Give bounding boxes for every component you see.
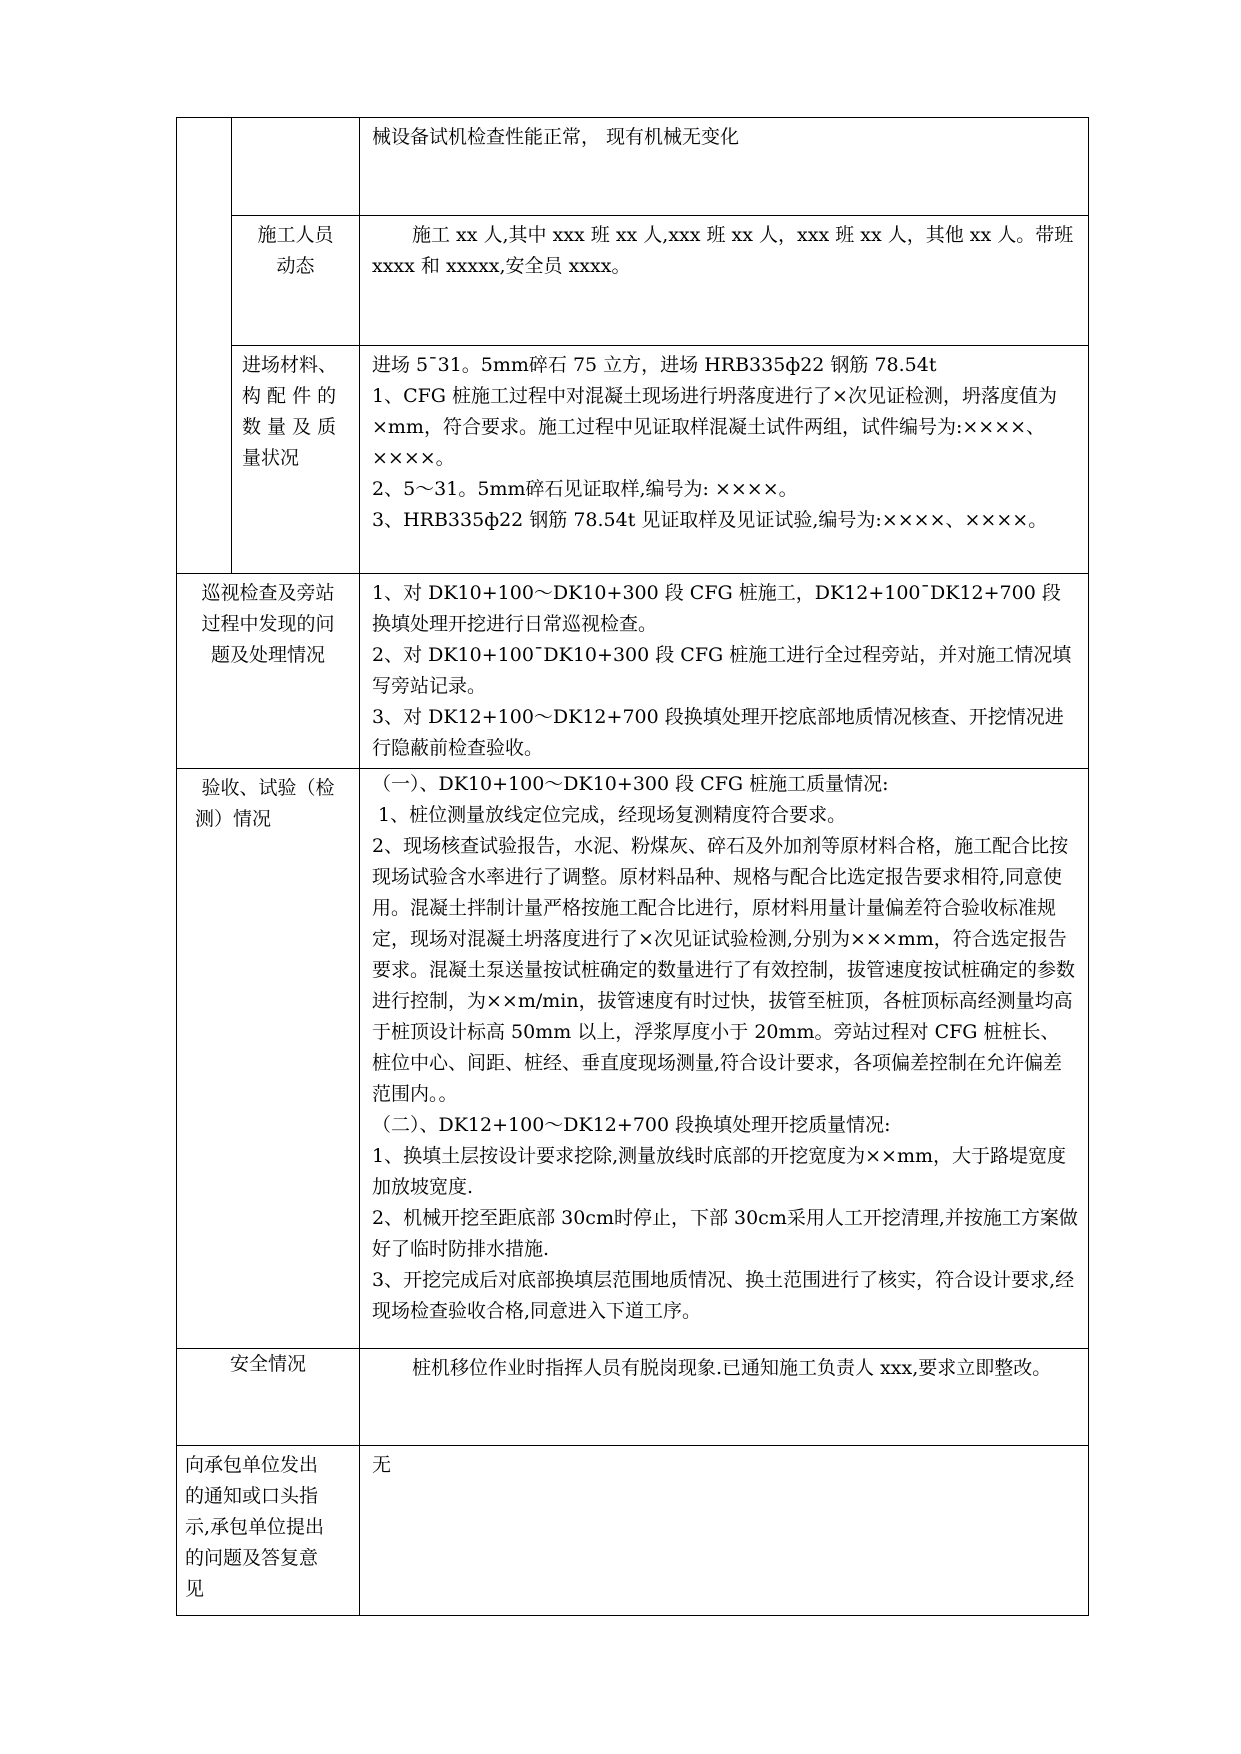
inspection-line: 2、对 DK10+100¯DK10+300 段 CFG 桩施工进行全过程旁站，并对施工情况填写旁站记录。	[372, 644, 1072, 697]
personnel-label-cell	[232, 216, 360, 346]
safety-label: 安全情况	[229, 1353, 306, 1375]
notices-content-cell	[360, 1446, 1089, 1616]
acceptance-line: 3、开挖完成后对底部换填层范围地质情况、换土范围进行了核实，符合设计要求,经现场检查验收合格,同意进入下道工序。	[372, 1269, 1075, 1322]
materials-label-line: 进场材料、	[242, 354, 338, 376]
acceptance-label-line: 验收、试验（检	[201, 777, 335, 799]
inspection-label-cell	[177, 574, 360, 769]
side-merged-cell	[177, 118, 232, 574]
acceptance-content-cell	[360, 769, 1089, 1349]
inspection-row	[177, 574, 1089, 769]
equipment-content-cell	[360, 118, 1089, 216]
personnel-content-cell	[360, 216, 1089, 346]
materials-line: 1、CFG 桩施工过程中对混凝土现场进行坍落度进行了×次见证检测，坍落度值为×mm，符合要求。施工过程中见证取样混凝土试件两组，试件编号为:××××、××××。	[372, 385, 1057, 469]
notices-label-line: 向承包单位发出	[185, 1454, 319, 1476]
supervision-log-table	[176, 117, 1089, 1616]
acceptance-row	[177, 769, 1089, 1349]
notices-label-line: 示,承包单位提出	[185, 1516, 325, 1538]
acceptance-line: （二）、DK12+100～DK12+700 段换填处理开挖质量情况:	[372, 1114, 891, 1136]
notices-row	[177, 1446, 1089, 1616]
equipment-text: 械设备试机检查性能正常， 现有机械无变化	[372, 126, 740, 148]
inspection-line: 3、对 DK12+100～DK12+700 段换填处理开挖底部地质情况核查、开挖情况进行隐蔽前检查验收。	[372, 706, 1064, 759]
inspection-label-line: 题及处理情况	[210, 644, 325, 666]
notices-label-line: 的问题及答复意	[185, 1547, 319, 1569]
materials-line: 进场 5¯31。5mm碎石 75 立方，进场 HRB335ф22 钢筋 78.54t	[372, 354, 937, 376]
personnel-label-line2: 动态	[276, 255, 315, 277]
notices-label-line: 见	[185, 1578, 205, 1600]
equipment-label-cell	[232, 118, 360, 216]
notices-label-cell	[177, 1446, 360, 1616]
materials-line: 2、5～31。5mm碎石见证取样,编号为: ××××。	[372, 478, 798, 500]
safety-content-cell	[360, 1349, 1089, 1446]
materials-line: 3、HRB335ф22 钢筋 78.54t 见证取样及见证试验,编号为:××××、××××。	[372, 509, 1048, 531]
materials-label-line: 数 量 及 质	[242, 416, 337, 438]
materials-label-line: 量状况	[242, 447, 300, 469]
acceptance-line: （一）、DK10+100～DK10+300 段 CFG 桩施工质量情况:	[372, 773, 889, 795]
materials-label-cell	[232, 346, 360, 574]
safety-label-cell	[177, 1349, 360, 1446]
acceptance-label-cell	[177, 769, 360, 1349]
materials-label-line: 构 配 件 的	[242, 385, 337, 407]
personnel-text: 施工 xx 人,其中 xxx 班 xx 人,xxx 班 xx 人，xxx 班 xx 人，其他 xx 人。带班 xxxx 和 xxxxx,安全员 xxxx。	[372, 224, 1074, 277]
acceptance-line: 1、换填土层按设计要求挖除,测量放线时底部的开挖宽度为××mm，大于路堤宽度加放坡宽度.	[372, 1145, 1067, 1198]
safety-text: 桩机移位作业时指挥人员有脱岗现象.已通知施工负责人 xxx,要求立即整改。	[412, 1357, 1052, 1379]
inspection-line: 1、对 DK10+100～DK10+300 段 CFG 桩施工，DK12+100¯DK12+700 段换填处理开挖进行日常巡视检查。	[372, 582, 1061, 635]
notices-text: 无	[372, 1454, 392, 1476]
personnel-row	[177, 216, 1089, 346]
acceptance-line: 1、桩位测量放线定位完成，经现场复测精度符合要求。	[372, 804, 847, 826]
materials-row	[177, 346, 1089, 574]
inspection-content-cell	[360, 574, 1089, 769]
acceptance-line: 2、机械开挖至距底部 30cm时停止，下部 30cm采用人工开挖清理,并按施工方案做好了临时防排水措施.	[372, 1207, 1078, 1260]
inspection-label-line: 巡视检查及旁站	[201, 582, 335, 604]
acceptance-label-line: 测）情况	[195, 808, 272, 830]
materials-content-cell	[360, 346, 1089, 574]
safety-row	[177, 1349, 1089, 1446]
personnel-label-line1: 施工人员	[257, 224, 334, 246]
inspection-label-line: 过程中发现的问	[201, 613, 335, 635]
notices-label-line: 的通知或口头指	[185, 1485, 319, 1507]
equipment-row	[177, 118, 1089, 216]
acceptance-line: 2、现场核查试验报告，水泥、粉煤灰、碎石及外加剂等原材料合格，施工配合比按现场试验含水率进行了调整。原材料品种、规格与配合比选定报告要求相符,同意使用。混凝土拌制计量严格按施工配合比进行，原材料用量计量偏差符合验收标准规定，现场对混凝土坍落度进行了×次见证试验检测,分别为×××mm，符合选定报告要求。混凝土泵送量按试桩确定的数量进行了有效控制，拔管速度按试桩确定的参数进行控制，为××m/min，拔管速度有时过快，拔管至桩顶，各桩顶标高经测量均高于桩顶设计标高 50mm 以上，浮浆厚度小于 20mm。旁站过程对 CFG 桩桩长、桩位中心、间距、桩经、垂直度现场测量,符合设计要求，各项偏差控制在允许偏差范围内。。	[372, 835, 1076, 1105]
